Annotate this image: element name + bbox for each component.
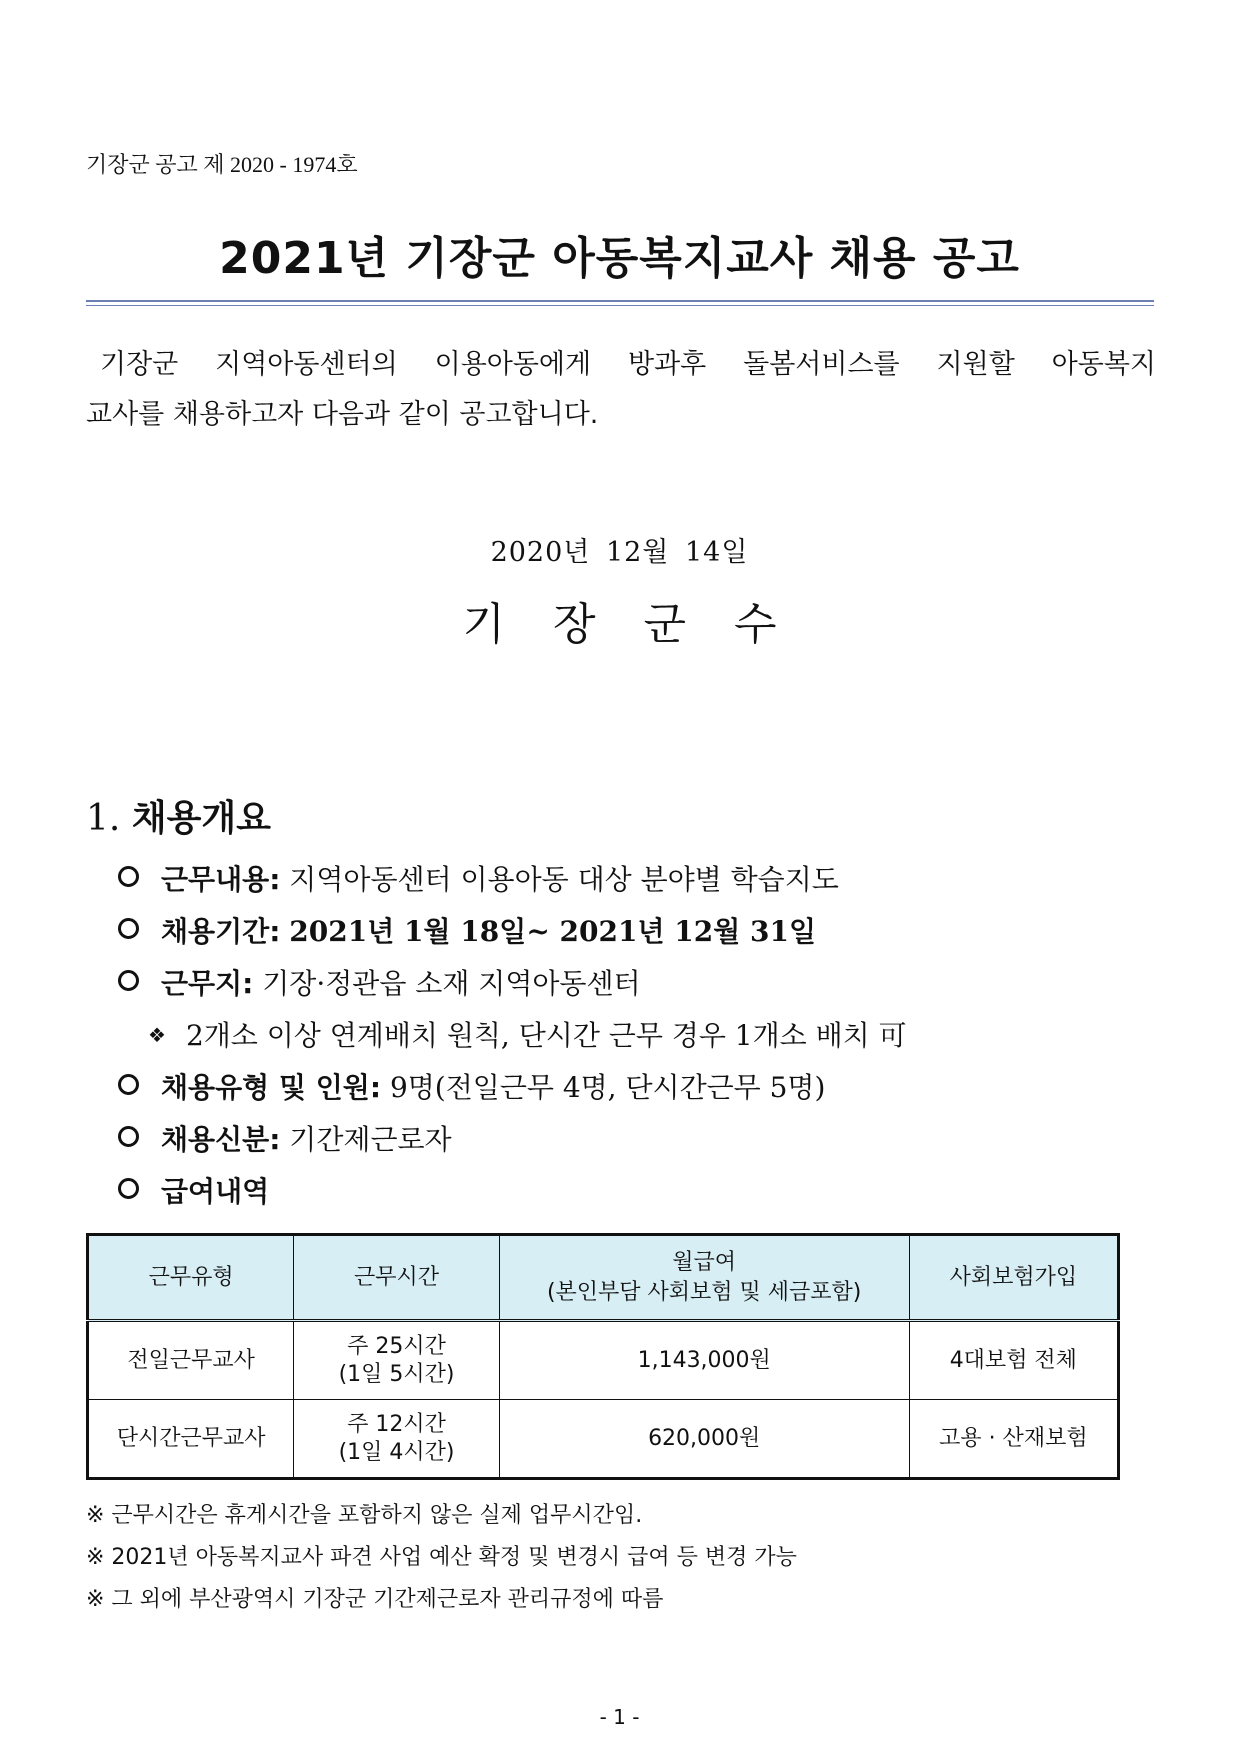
signer: 기장군수 bbox=[462, 599, 825, 650]
cell-insurance: 4대보험 전체 bbox=[909, 1321, 1118, 1400]
cell-insurance: 고용 · 산재보험 bbox=[909, 1400, 1118, 1479]
hours-line2: (1일 5시간) bbox=[338, 1361, 455, 1387]
cell-work-hours bbox=[294, 1400, 499, 1479]
bullet-value: 9명(전일근무 4명, 단시간근무 5명) bbox=[389, 1071, 826, 1104]
sub-note-text: 2개소 이상 연계배치 원칙, 단시간 근무 경우 1개소 배치 可 bbox=[185, 1019, 907, 1052]
cell-work-type: 단시간근무교사 bbox=[88, 1400, 294, 1479]
bullet-label: 근무내용: bbox=[161, 863, 281, 896]
table-row bbox=[88, 1400, 1119, 1479]
hours-line2: (1일 4시간) bbox=[338, 1439, 455, 1465]
salary-table bbox=[86, 1233, 1120, 1480]
cell-work-type: 전일근무교사 bbox=[88, 1321, 294, 1400]
intro-paragraph bbox=[86, 340, 1156, 440]
title-divider bbox=[86, 300, 1154, 302]
circle-bullet-icon bbox=[118, 970, 139, 991]
circle-bullet-icon bbox=[118, 1178, 139, 1199]
section-number: 1. bbox=[86, 798, 121, 839]
bullet-value: 지역아동센터 이용아동 대상 분야별 학습지도 bbox=[289, 863, 839, 896]
diamond-bullet-icon: ❖ bbox=[148, 1023, 166, 1047]
bullet-label: 채용유형 및 인원: bbox=[161, 1071, 382, 1104]
circle-bullet-icon bbox=[118, 918, 139, 939]
note-regulation: ※ 그 외에 부산광역시 기장군 기간제근로자 관리규정에 따름 bbox=[86, 1587, 664, 1612]
header-work-type: 근무유형 bbox=[88, 1235, 294, 1321]
bullet-value: 기장·정관읍 소재 지역아동센터 bbox=[262, 967, 641, 1000]
bullet-workplace bbox=[118, 962, 641, 1002]
bullet-label: 채용신분: bbox=[161, 1123, 281, 1156]
cell-salary: 1,143,000원 bbox=[499, 1321, 909, 1400]
bullet-label: 급여내역 bbox=[161, 1175, 270, 1208]
cell-salary: 620,000원 bbox=[499, 1400, 909, 1479]
section-title bbox=[86, 790, 271, 841]
bullet-work-content bbox=[118, 858, 839, 898]
page-number: - 1 - bbox=[599, 1705, 640, 1729]
bullet-label: 채용기간: bbox=[161, 915, 281, 948]
intro-line-2: 교사를 채용하고자 다음과 같이 공고합니다. bbox=[86, 399, 599, 430]
bullet-salary bbox=[118, 1170, 269, 1210]
note-work-hours: ※ 근무시간은 휴게시간을 포함하지 않은 실제 업무시간임. bbox=[86, 1503, 643, 1528]
bullet-label: 근무지: bbox=[161, 967, 254, 1000]
table-header-row bbox=[88, 1235, 1119, 1321]
header-insurance: 사회보험가입 bbox=[909, 1235, 1118, 1321]
announcement-date: 2020년 12월 14일 bbox=[490, 537, 749, 568]
bullet-hire-type bbox=[118, 1066, 825, 1106]
header-salary-line1: 월급여 bbox=[672, 1249, 737, 1275]
note-budget: ※ 2021년 아동복지교사 파견 사업 예산 확정 및 변경시 급여 등 변경 가능 bbox=[86, 1545, 797, 1570]
notice-number: 기장군 공고 제 2020 - 1974호 bbox=[86, 152, 358, 177]
header-monthly-salary bbox=[499, 1235, 909, 1321]
cell-work-hours bbox=[294, 1321, 499, 1400]
section-title-text: 채용개요 bbox=[131, 798, 271, 839]
bullet-hire-status bbox=[118, 1118, 452, 1158]
bullet-value: 2021년 1월 18일~ 2021년 12월 31일 bbox=[289, 915, 817, 948]
circle-bullet-icon bbox=[118, 1074, 139, 1095]
circle-bullet-icon bbox=[118, 866, 139, 887]
header-salary-line2: (본인부담 사회보험 및 세금포함) bbox=[546, 1279, 862, 1305]
table-row bbox=[88, 1321, 1119, 1400]
hours-line1: 주 12시간 bbox=[347, 1411, 446, 1437]
circle-bullet-icon bbox=[118, 1126, 139, 1147]
page-title: 2021년 기장군 아동복지교사 채용 공고 bbox=[219, 233, 1020, 284]
bullet-value: 기간제근로자 bbox=[289, 1123, 452, 1156]
bullet-hire-period bbox=[118, 910, 816, 950]
hours-line1: 주 25시간 bbox=[347, 1333, 446, 1359]
intro-line-1: 기장군 지역아동센터의 이용아동에게 방과후 돌봄서비스를 지원할 아동복지 bbox=[100, 349, 1156, 380]
title-divider-thin bbox=[86, 305, 1154, 306]
header-work-hours: 근무시간 bbox=[294, 1235, 499, 1321]
workplace-sub-note bbox=[148, 1014, 907, 1054]
